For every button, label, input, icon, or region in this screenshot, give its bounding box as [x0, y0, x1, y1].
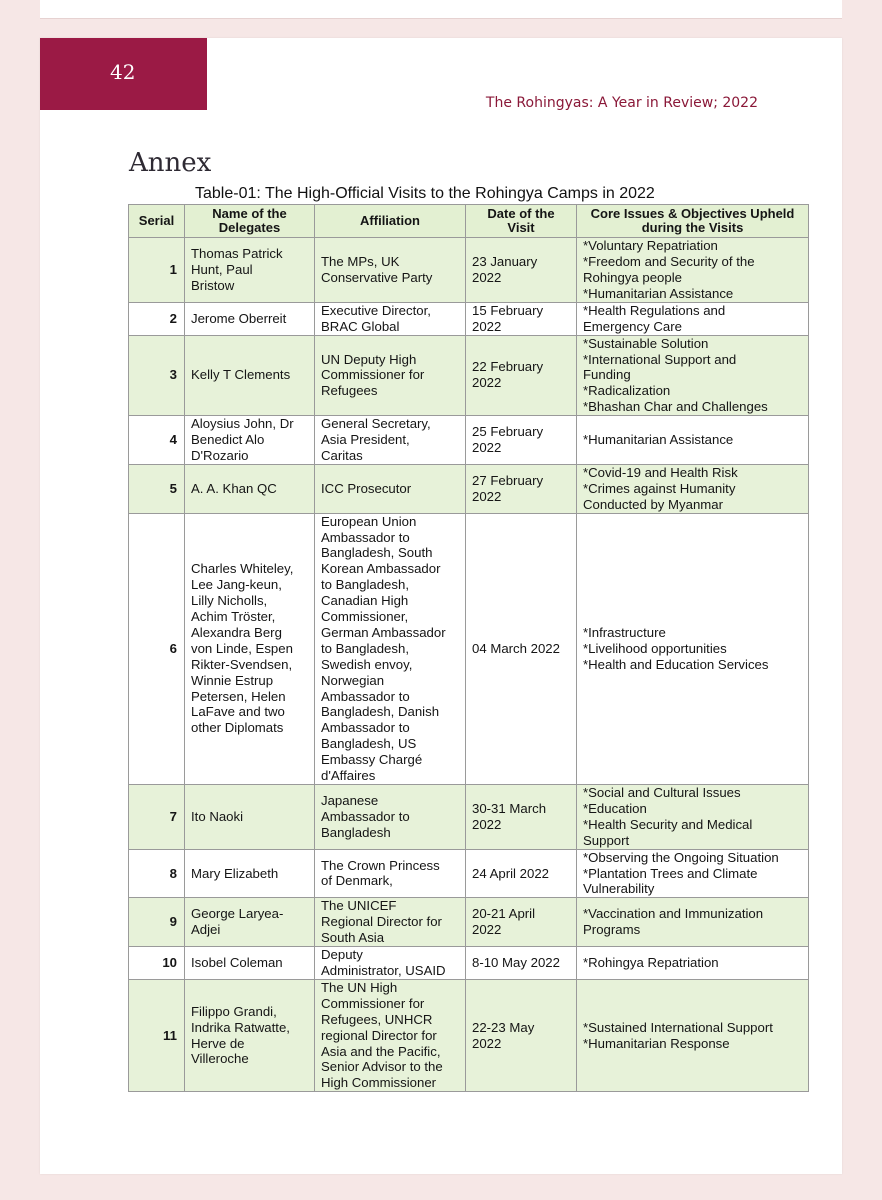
- table-row: [129, 947, 809, 980]
- cell-affiliation-line: to Bangladesh,: [321, 577, 409, 593]
- cell-delegates-line: Achim Tröster,: [191, 609, 276, 625]
- cell-affiliation-line: Regional Director for: [321, 914, 442, 930]
- cell-date-line: 23 January: [472, 253, 538, 269]
- cell-affiliation-line: ICC Prosecutor: [321, 480, 412, 496]
- cell-affiliation-line: European Union: [321, 513, 417, 529]
- cell-affiliation-line: to Bangladesh,: [321, 640, 409, 656]
- cell-issues: [577, 979, 809, 1091]
- cell-affiliation-line: Bangladesh, Danish: [321, 704, 440, 720]
- cell-date-line: 27 February: [472, 472, 544, 488]
- running-header: The Rohingyas: A Year in Review; 2022: [485, 95, 758, 111]
- cell-affiliation-line: General Secretary,: [321, 416, 431, 432]
- cell-delegates-line: LaFave and two: [191, 704, 285, 720]
- cell-delegates-line: Herve de: [191, 1035, 245, 1051]
- cell-affiliation: [315, 335, 466, 416]
- cell-issues-line: *Covid-19 and Health Risk: [583, 464, 738, 480]
- table-row: [129, 238, 809, 303]
- header-serial: Serial: [129, 205, 185, 238]
- cell-delegates-line: Adjei: [191, 922, 221, 938]
- cell-date: [466, 979, 577, 1091]
- cell-affiliation-line: Bangladesh, US: [321, 736, 417, 752]
- cell-delegates-line: Lee Jang-keun,: [191, 577, 282, 593]
- table-header-row: [129, 205, 809, 238]
- cell-affiliation-line: Asia and the Pacific,: [321, 1043, 441, 1059]
- cell-issues-line: *Livelihood opportunities: [583, 640, 727, 656]
- cell-date-line: 04 March 2022: [472, 640, 560, 656]
- cell-affiliation-line: Swedish envoy,: [321, 656, 413, 672]
- cell-affiliation-line: d'Affaires: [321, 768, 376, 784]
- cell-date-line: 2022: [472, 269, 502, 285]
- cell-serial: 11: [129, 979, 185, 1091]
- cell-issues-line: Vulnerability: [583, 881, 655, 897]
- cell-delegates-line: Hunt, Paul: [191, 261, 253, 277]
- cell-date-line: 2022: [472, 488, 502, 504]
- cell-delegates-line: Winnie Estrup: [191, 672, 274, 688]
- cell-date-line: 20-21 April: [472, 906, 536, 922]
- cell-affiliation: [315, 464, 466, 513]
- cell-delegates: [185, 416, 315, 465]
- cell-issues: [577, 302, 809, 335]
- cell-delegates-line: George Laryea-: [191, 906, 284, 922]
- cell-affiliation: [315, 416, 466, 465]
- cell-serial: 7: [129, 785, 185, 850]
- cell-affiliation-line: BRAC Global: [321, 318, 400, 334]
- cell-delegates: [185, 238, 315, 303]
- cell-delegates-line: Petersen, Helen: [191, 688, 286, 704]
- cell-delegates-line: Jerome Oberreit: [191, 310, 287, 326]
- cell-issues-line: Rohingya people: [583, 269, 682, 285]
- cell-delegates: [185, 898, 315, 947]
- cell-issues-line: *Health Regulations and: [583, 302, 726, 318]
- cell-date: [466, 513, 577, 784]
- cell-delegates: [185, 979, 315, 1091]
- cell-date-line: 22 February: [472, 359, 544, 375]
- cell-delegates-line: Charles Whiteley,: [191, 561, 294, 577]
- cell-date-line: 2022: [472, 318, 502, 334]
- cell-issues: [577, 335, 809, 416]
- cell-affiliation-line: Ambassador to: [321, 529, 410, 545]
- cell-issues-line: *Sustainable Solution: [583, 335, 709, 351]
- cell-affiliation-line: Commissioner,: [321, 609, 409, 625]
- cell-affiliation-line: Ambassador to: [321, 808, 410, 824]
- cell-issues: [577, 416, 809, 465]
- previous-page-edge: [40, 0, 842, 19]
- cell-affiliation-line: Deputy: [321, 947, 363, 963]
- cell-delegates-line: Thomas Patrick: [191, 245, 283, 261]
- cell-issues-line: *Humanitarian Assistance: [583, 285, 734, 301]
- cell-affiliation-line: Refugees, UNHCR: [321, 1011, 433, 1027]
- cell-delegates: [185, 302, 315, 335]
- cell-delegates-line: D'Rozario: [191, 447, 249, 463]
- cell-issues-line: *Education: [583, 800, 647, 816]
- cell-affiliation-line: Executive Director,: [321, 302, 431, 318]
- cell-delegates-line: Filippo Grandi,: [191, 1003, 277, 1019]
- cell-issues: [577, 464, 809, 513]
- cell-date-line: 24 April 2022: [472, 865, 549, 881]
- cell-issues-line: *Bhashan Char and Challenges: [583, 399, 768, 415]
- cell-issues-line: Support: [583, 832, 630, 848]
- header-affiliation: Affiliation: [315, 205, 466, 238]
- cell-affiliation: [315, 302, 466, 335]
- cell-date-line: 2022: [472, 375, 502, 391]
- cell-issues-line: Funding: [583, 367, 631, 383]
- cell-date-line: 15 February: [472, 302, 544, 318]
- cell-date: [466, 898, 577, 947]
- cell-serial: 5: [129, 464, 185, 513]
- cell-affiliation-line: The MPs, UK: [321, 253, 400, 269]
- section-title: Annex: [129, 148, 212, 178]
- cell-affiliation: [315, 849, 466, 898]
- table-row: [129, 302, 809, 335]
- cell-affiliation-line: Administrator, USAID: [321, 962, 446, 978]
- cell-date-line: 25 February: [472, 424, 544, 440]
- cell-issues-line: Emergency Care: [583, 318, 682, 334]
- cell-affiliation-line: Ambassador to: [321, 688, 410, 704]
- cell-affiliation: [315, 513, 466, 784]
- cell-date-line: 22-23 May: [472, 1019, 535, 1035]
- cell-affiliation-line: Commissioner for: [321, 367, 425, 383]
- cell-affiliation-line: regional Director for: [321, 1027, 437, 1043]
- cell-serial: 8: [129, 849, 185, 898]
- cell-issues-line: *Freedom and Security of the: [583, 253, 755, 269]
- table-caption: Table-01: The High-Official Visits to the Rohingya Camps in 2022: [195, 185, 655, 202]
- cell-delegates-line: Rikter-Svendsen,: [191, 656, 293, 672]
- cell-serial: 6: [129, 513, 185, 784]
- header-issues: Core Issues & Objectives Upheld during the Visits: [577, 205, 809, 238]
- cell-issues: [577, 849, 809, 898]
- cell-date: [466, 335, 577, 416]
- cell-delegates-line: Villeroche: [191, 1051, 249, 1067]
- cell-issues-line: *Crimes against Humanity: [583, 480, 736, 496]
- cell-affiliation: [315, 785, 466, 850]
- cell-serial: 4: [129, 416, 185, 465]
- cell-affiliation-line: Bangladesh, South: [321, 545, 433, 561]
- cell-delegates: [185, 947, 315, 980]
- cell-issues-line: *Plantation Trees and Climate: [583, 865, 758, 881]
- cell-issues-line: *Observing the Ongoing Situation: [583, 849, 779, 865]
- cell-affiliation-line: Asia President,: [321, 432, 410, 448]
- cell-delegates-line: Bristow: [191, 277, 235, 293]
- table-row: [129, 464, 809, 513]
- cell-affiliation: [315, 979, 466, 1091]
- cell-issues-line: *Humanitarian Response: [583, 1035, 730, 1051]
- cell-delegates-line: Lilly Nicholls,: [191, 593, 268, 609]
- cell-affiliation-line: Ambassador to: [321, 720, 410, 736]
- cell-affiliation-line: Norwegian: [321, 672, 385, 688]
- header-date: Date of the Visit: [466, 205, 577, 238]
- cell-date: [466, 416, 577, 465]
- cell-date: [466, 464, 577, 513]
- cell-issues-line: *Humanitarian Assistance: [583, 432, 734, 448]
- table-row: [129, 979, 809, 1091]
- cell-affiliation-line: German Ambassador: [321, 624, 446, 640]
- cell-date-line: 8-10 May 2022: [472, 955, 560, 971]
- table-row: [129, 898, 809, 947]
- cell-delegates: [185, 464, 315, 513]
- cell-affiliation-line: Bangladesh: [321, 824, 391, 840]
- cell-issues: [577, 238, 809, 303]
- cell-affiliation-line: Canadian High: [321, 593, 409, 609]
- cell-issues-line: *Health and Education Services: [583, 656, 769, 672]
- table-body: [129, 238, 809, 1092]
- cell-affiliation-line: of Denmark,: [321, 873, 393, 889]
- cell-date-line: 2022: [472, 1035, 502, 1051]
- cell-issues-line: *Rohingya Repatriation: [583, 955, 719, 971]
- cell-delegates-line: Mary Elizabeth: [191, 865, 279, 881]
- cell-delegates-line: Kelly T Clements: [191, 367, 291, 383]
- page-number: 42: [110, 60, 136, 84]
- cell-date: [466, 785, 577, 850]
- cell-affiliation-line: The Crown Princess: [321, 857, 440, 873]
- cell-delegates-line: Alexandra Berg: [191, 624, 282, 640]
- cell-date: [466, 947, 577, 980]
- cell-affiliation-line: Commissioner for: [321, 995, 425, 1011]
- cell-affiliation-line: South Asia: [321, 930, 385, 946]
- cell-serial: 2: [129, 302, 185, 335]
- cell-delegates-line: Aloysius John, Dr: [191, 416, 294, 432]
- cell-affiliation-line: The UN High: [321, 979, 398, 995]
- cell-date-line: 2022: [472, 922, 502, 938]
- cell-issues-line: *Infrastructure: [583, 624, 666, 640]
- cell-date: [466, 849, 577, 898]
- cell-date-line: 30-31 March: [472, 800, 547, 816]
- cell-delegates-line: Ito Naoki: [191, 808, 244, 824]
- cell-affiliation-line: Refugees: [321, 383, 378, 399]
- cell-issues: [577, 947, 809, 980]
- cell-affiliation-line: Conservative Party: [321, 269, 433, 285]
- cell-delegates-line: von Linde, Espen: [191, 640, 293, 656]
- cell-date: [466, 302, 577, 335]
- cell-affiliation-line: UN Deputy High: [321, 351, 417, 367]
- cell-issues-line: Conducted by Myanmar: [583, 496, 724, 512]
- cell-issues-line: Programs: [583, 922, 641, 938]
- cell-date-line: 2022: [472, 816, 502, 832]
- table-row: [129, 335, 809, 416]
- cell-issues-line: *Social and Cultural Issues: [583, 785, 741, 800]
- table-row: [129, 513, 809, 784]
- cell-issues-line: *International Support and: [583, 351, 737, 367]
- cell-issues-line: *Radicalization: [583, 383, 671, 399]
- cell-issues: [577, 785, 809, 850]
- cell-delegates: [185, 513, 315, 784]
- cell-affiliation-line: High Commissioner: [321, 1075, 437, 1091]
- document-page: [40, 38, 842, 1174]
- cell-delegates: [185, 849, 315, 898]
- cell-serial: 3: [129, 335, 185, 416]
- cell-delegates-line: A. A. Khan QC: [191, 480, 277, 496]
- cell-delegates-line: other Diplomats: [191, 720, 284, 736]
- cell-serial: 10: [129, 947, 185, 980]
- cell-serial: 1: [129, 238, 185, 303]
- cell-serial: 9: [129, 898, 185, 947]
- visits-table: [128, 204, 809, 1092]
- cell-issues-line: *Vaccination and Immunization: [583, 906, 764, 922]
- table-row: [129, 416, 809, 465]
- cell-affiliation: [315, 898, 466, 947]
- cell-affiliation-line: Caritas: [321, 447, 363, 463]
- header-name: Name of the Delegates: [185, 205, 315, 238]
- cell-issues-line: *Sustained International Support: [583, 1019, 773, 1035]
- cell-affiliation-line: The UNICEF: [321, 898, 397, 914]
- table-row: [129, 785, 809, 850]
- cell-delegates-line: Isobel Coleman: [191, 955, 283, 971]
- cell-issues: [577, 898, 809, 947]
- cell-delegates: [185, 785, 315, 850]
- cell-date: [466, 238, 577, 303]
- table-row: [129, 849, 809, 898]
- cell-affiliation: [315, 238, 466, 303]
- cell-delegates-line: Indrika Ratwatte,: [191, 1019, 290, 1035]
- cell-date-line: 2022: [472, 440, 502, 456]
- cell-issues: [577, 513, 809, 784]
- cell-affiliation-line: Embassy Chargé: [321, 752, 423, 768]
- cell-affiliation-line: Korean Ambassador: [321, 561, 441, 577]
- cell-delegates: [185, 335, 315, 416]
- cell-affiliation: [315, 947, 466, 980]
- cell-issues-line: *Health Security and Medical: [583, 816, 753, 832]
- cell-affiliation-line: Japanese: [321, 792, 379, 808]
- cell-issues-line: *Voluntary Repatriation: [583, 238, 718, 253]
- cell-delegates-line: Benedict Alo: [191, 432, 265, 448]
- page-number-block: [40, 38, 207, 110]
- cell-affiliation-line: Senior Advisor to the: [321, 1059, 443, 1075]
